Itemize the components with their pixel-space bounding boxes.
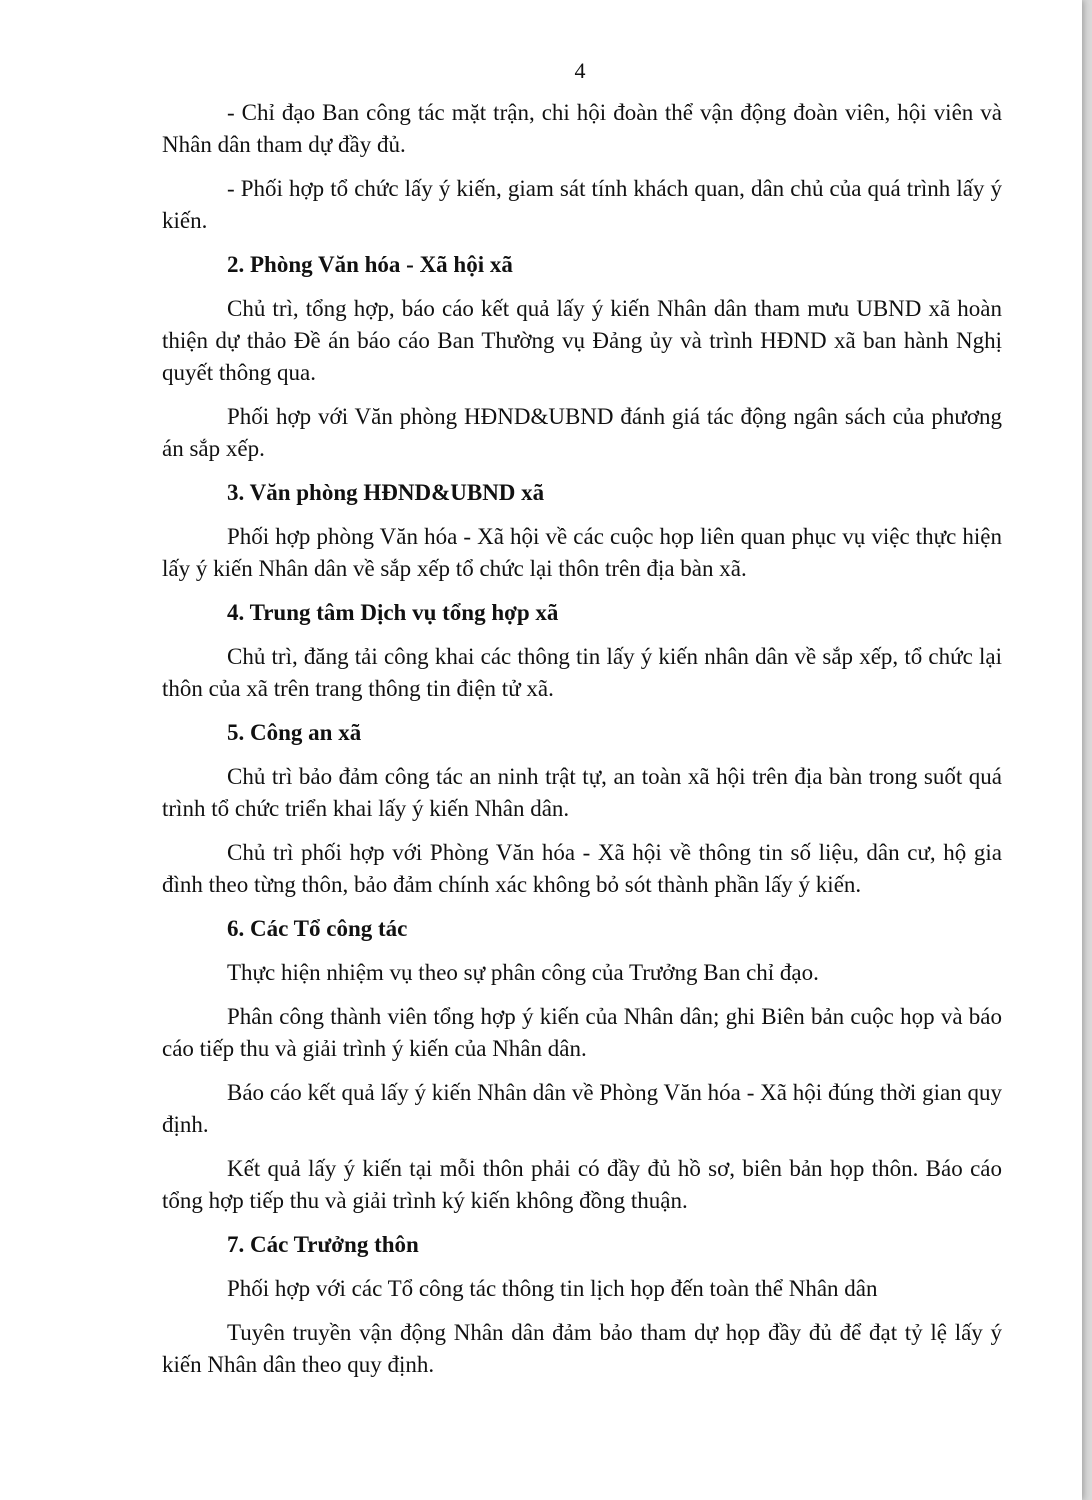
intro-paragraph: - Phối hợp tổ chức lấy ý kiến, giam sát tính khách quan, dân chủ của quá trình lấy ý kiến. [162, 176, 1002, 233]
section-paragraph: Chủ trì, đăng tải công khai các thông tin lấy ý kiến nhân dân về sắp xếp, tổ chức lại thôn của xã trên trang thông tin điện tử xã. [162, 644, 1002, 701]
section-paragraph: Chủ trì phối hợp với Phòng Văn hóa - Xã hội về thông tin số liệu, dân cư, hộ gia đình theo từng thôn, bảo đảm chính xác không bỏ sót thành phần lấy ý kiến. [162, 840, 1002, 897]
section-paragraph: Kết quả lấy ý kiến tại mỗi thôn phải có đầy đủ hồ sơ, biên bản họp thôn. Báo cáo tổng hợp tiếp thu và giải trình ký kiến không đồng thuận. [162, 1156, 1002, 1213]
section-heading: 5. Công an xã [227, 720, 362, 745]
section-heading: 3. Văn phòng HĐND&UBND xã [227, 480, 545, 505]
section-paragraph: Báo cáo kết quả lấy ý kiến Nhân dân về Phòng Văn hóa - Xã hội đúng thời gian quy định. [162, 1080, 1002, 1137]
section-heading: 4. Trung tâm Dịch vụ tổng hợp xã [227, 600, 559, 625]
page-number: 4 [574, 58, 586, 83]
document-body [162, 97, 1002, 1393]
section-heading: 7. Các Trưởng thôn [227, 1232, 419, 1257]
section-paragraph: Phối hợp với các Tổ công tác thông tin lịch họp đến toàn thể Nhân dân [227, 1276, 878, 1301]
section-paragraph: Phối hợp với Văn phòng HĐND&UBND đánh giá tác động ngân sách của phương án sắp xếp. [162, 404, 1002, 461]
section-paragraph: Phân công thành viên tổng hợp ý kiến của Nhân dân; ghi Biên bản cuộc họp và báo cáo tiếp thu và giải trình ý kiến của Nhân dân. [162, 1004, 1002, 1061]
section-paragraph: Chủ trì, tổng hợp, báo cáo kết quả lấy ý kiến Nhân dân tham mưu UBND xã hoàn thiện dự thảo Đề án báo cáo Ban Thường vụ Đảng ủy và trình HĐND xã ban hành Nghị quyết thông qua. [162, 296, 1002, 385]
intro-paragraph: - Chỉ đạo Ban công tác mặt trận, chi hội đoàn thể vận động đoàn viên, hội viên và Nhân dân tham dự đầy đủ. [162, 100, 1002, 157]
section-paragraph: Phối hợp phòng Văn hóa - Xã hội về các cuộc họp liên quan phục vụ việc thực hiện lấy ý kiến Nhân dân về sắp xếp tổ chức lại thôn trên địa bàn xã. [162, 524, 1002, 581]
section-heading: 6. Các Tổ công tác [227, 916, 408, 941]
section-paragraph: Thực hiện nhiệm vụ theo sự phân công của Trưởng Ban chỉ đạo. [227, 960, 819, 985]
section-paragraph: Chủ trì bảo đảm công tác an ninh trật tự, an toàn xã hội trên địa bàn trong suốt quá trình tổ chức triển khai lấy ý kiến Nhân dân. [162, 764, 1002, 821]
section-heading: 2. Phòng Văn hóa - Xã hội xã [227, 252, 513, 277]
section-paragraph: Tuyên truyền vận động Nhân dân đảm bảo tham dự họp đầy đủ để đạt tỷ lệ lấy ý kiến Nhân dân theo quy định. [162, 1320, 1002, 1377]
